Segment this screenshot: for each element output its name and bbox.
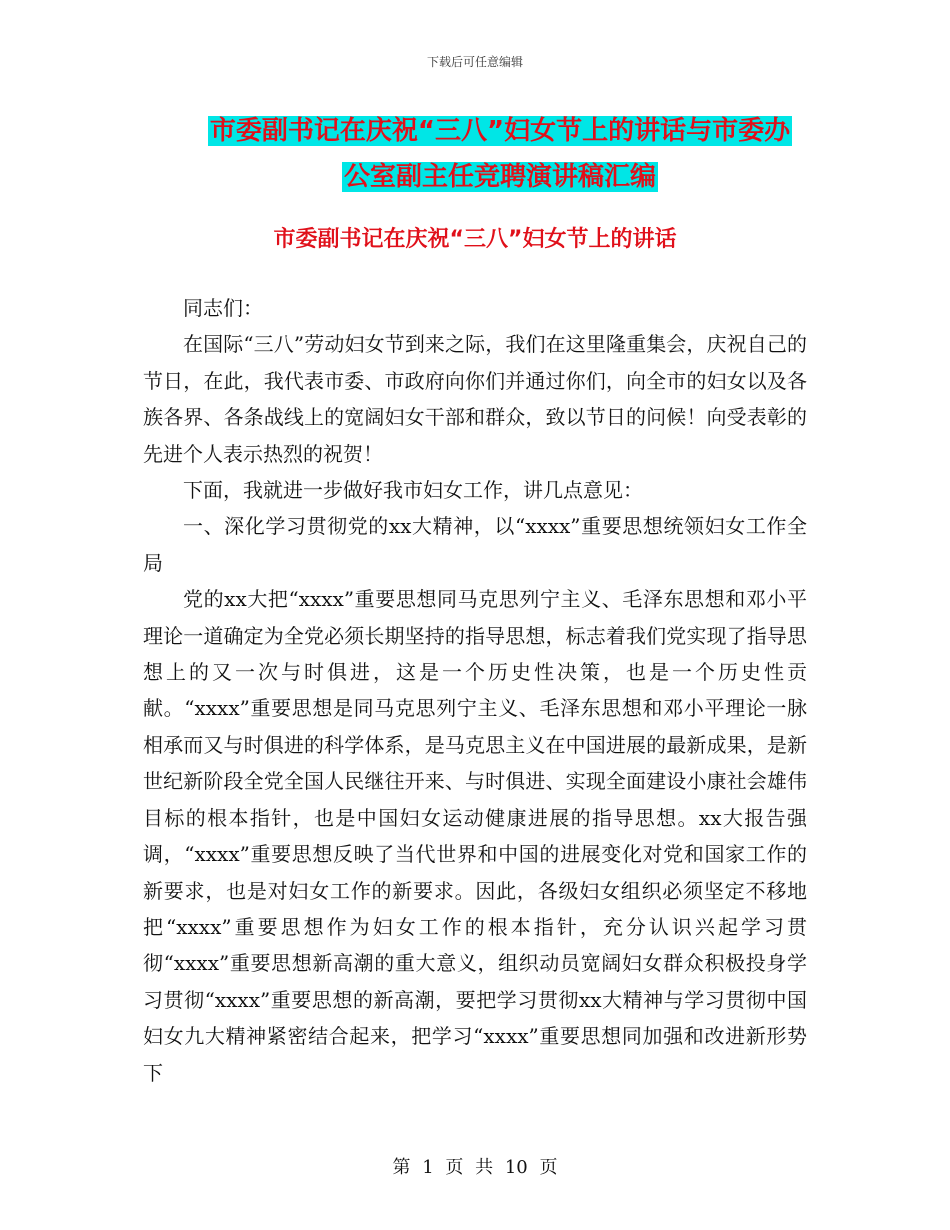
header-note: 下载后可任意编辑	[426, 55, 523, 69]
title-line-2: 公室副主任竞聘演讲稿汇编	[343, 162, 656, 192]
page-footer: 第 1 页 共 10 页	[392, 1157, 558, 1178]
paragraph: 在国际“三八”劳动妇女节到来之际，我们在这里隆重集会，庆祝自己的节日，在此，我代表市委、市政府向你们并通过你们，向全市的妇女以及各族各界、各条战线上的宽阔妇女干部和群众，致以节日的问候！向受表彰的先进个人表示热烈的祝贺！	[143, 332, 807, 466]
paragraph-heading: 一、深化学习贯彻党的xx大精神，以“xxxx”重要思想统领妇女工作全局	[143, 514, 807, 575]
paragraph: 下面，我就进一步做好我市妇女工作，讲几点意见：	[183, 478, 643, 503]
document-title	[140, 108, 860, 200]
paragraph: 党的xx大把“xxxx”重要思想同马克思列宁主义、毛泽东思想和邓小平理论一道确定为全党必须长期坚持的指导思想，标志着我们党实现了指导思想上的又一次与时俱进，这是一个历史性决策，也是一个历史性贡献。“xxxx”重要思想是同马克思列宁主义、毛泽东思想和邓小平理论一脉相承而又与时俱进的科学体系，是马克思主义在中国进展的最新成果，是新世纪新阶段全党全国人民继往开来、与时俱进、实现全面建设小康社会雄伟目标的根本指针，也是中国妇女运动健康进展的指导思想。xx大报告强调，“xxxx”重要思想反映了当代世界和中国的进展变化对党和国家工作的新要求，也是对妇女工作的新要求。因此，各级妇女组织必须坚定不移地把“xxxx”重要思想作为妇女工作的根本指针，充分认识兴起学习贯彻“xxxx”重要思想新高潮的重大意义，组织动员宽阔妇女群众积极投身学习贯彻“xxxx”重要思想的新高潮，要把学习贯彻xx大精神与学习贯彻中国妇女九大精神紧密结合起来，把学习“xxxx”重要思想同加强和改进新形势下	[143, 587, 807, 1085]
section-title: 市委副书记在庆祝“三八”妇女节上的讲话	[273, 227, 677, 252]
document-body	[143, 290, 807, 1091]
title-line-1: 市委副书记在庆祝“三八”妇女节上的讲话与市委办	[209, 116, 791, 146]
paragraph-greeting: 同志们：	[183, 296, 263, 320]
